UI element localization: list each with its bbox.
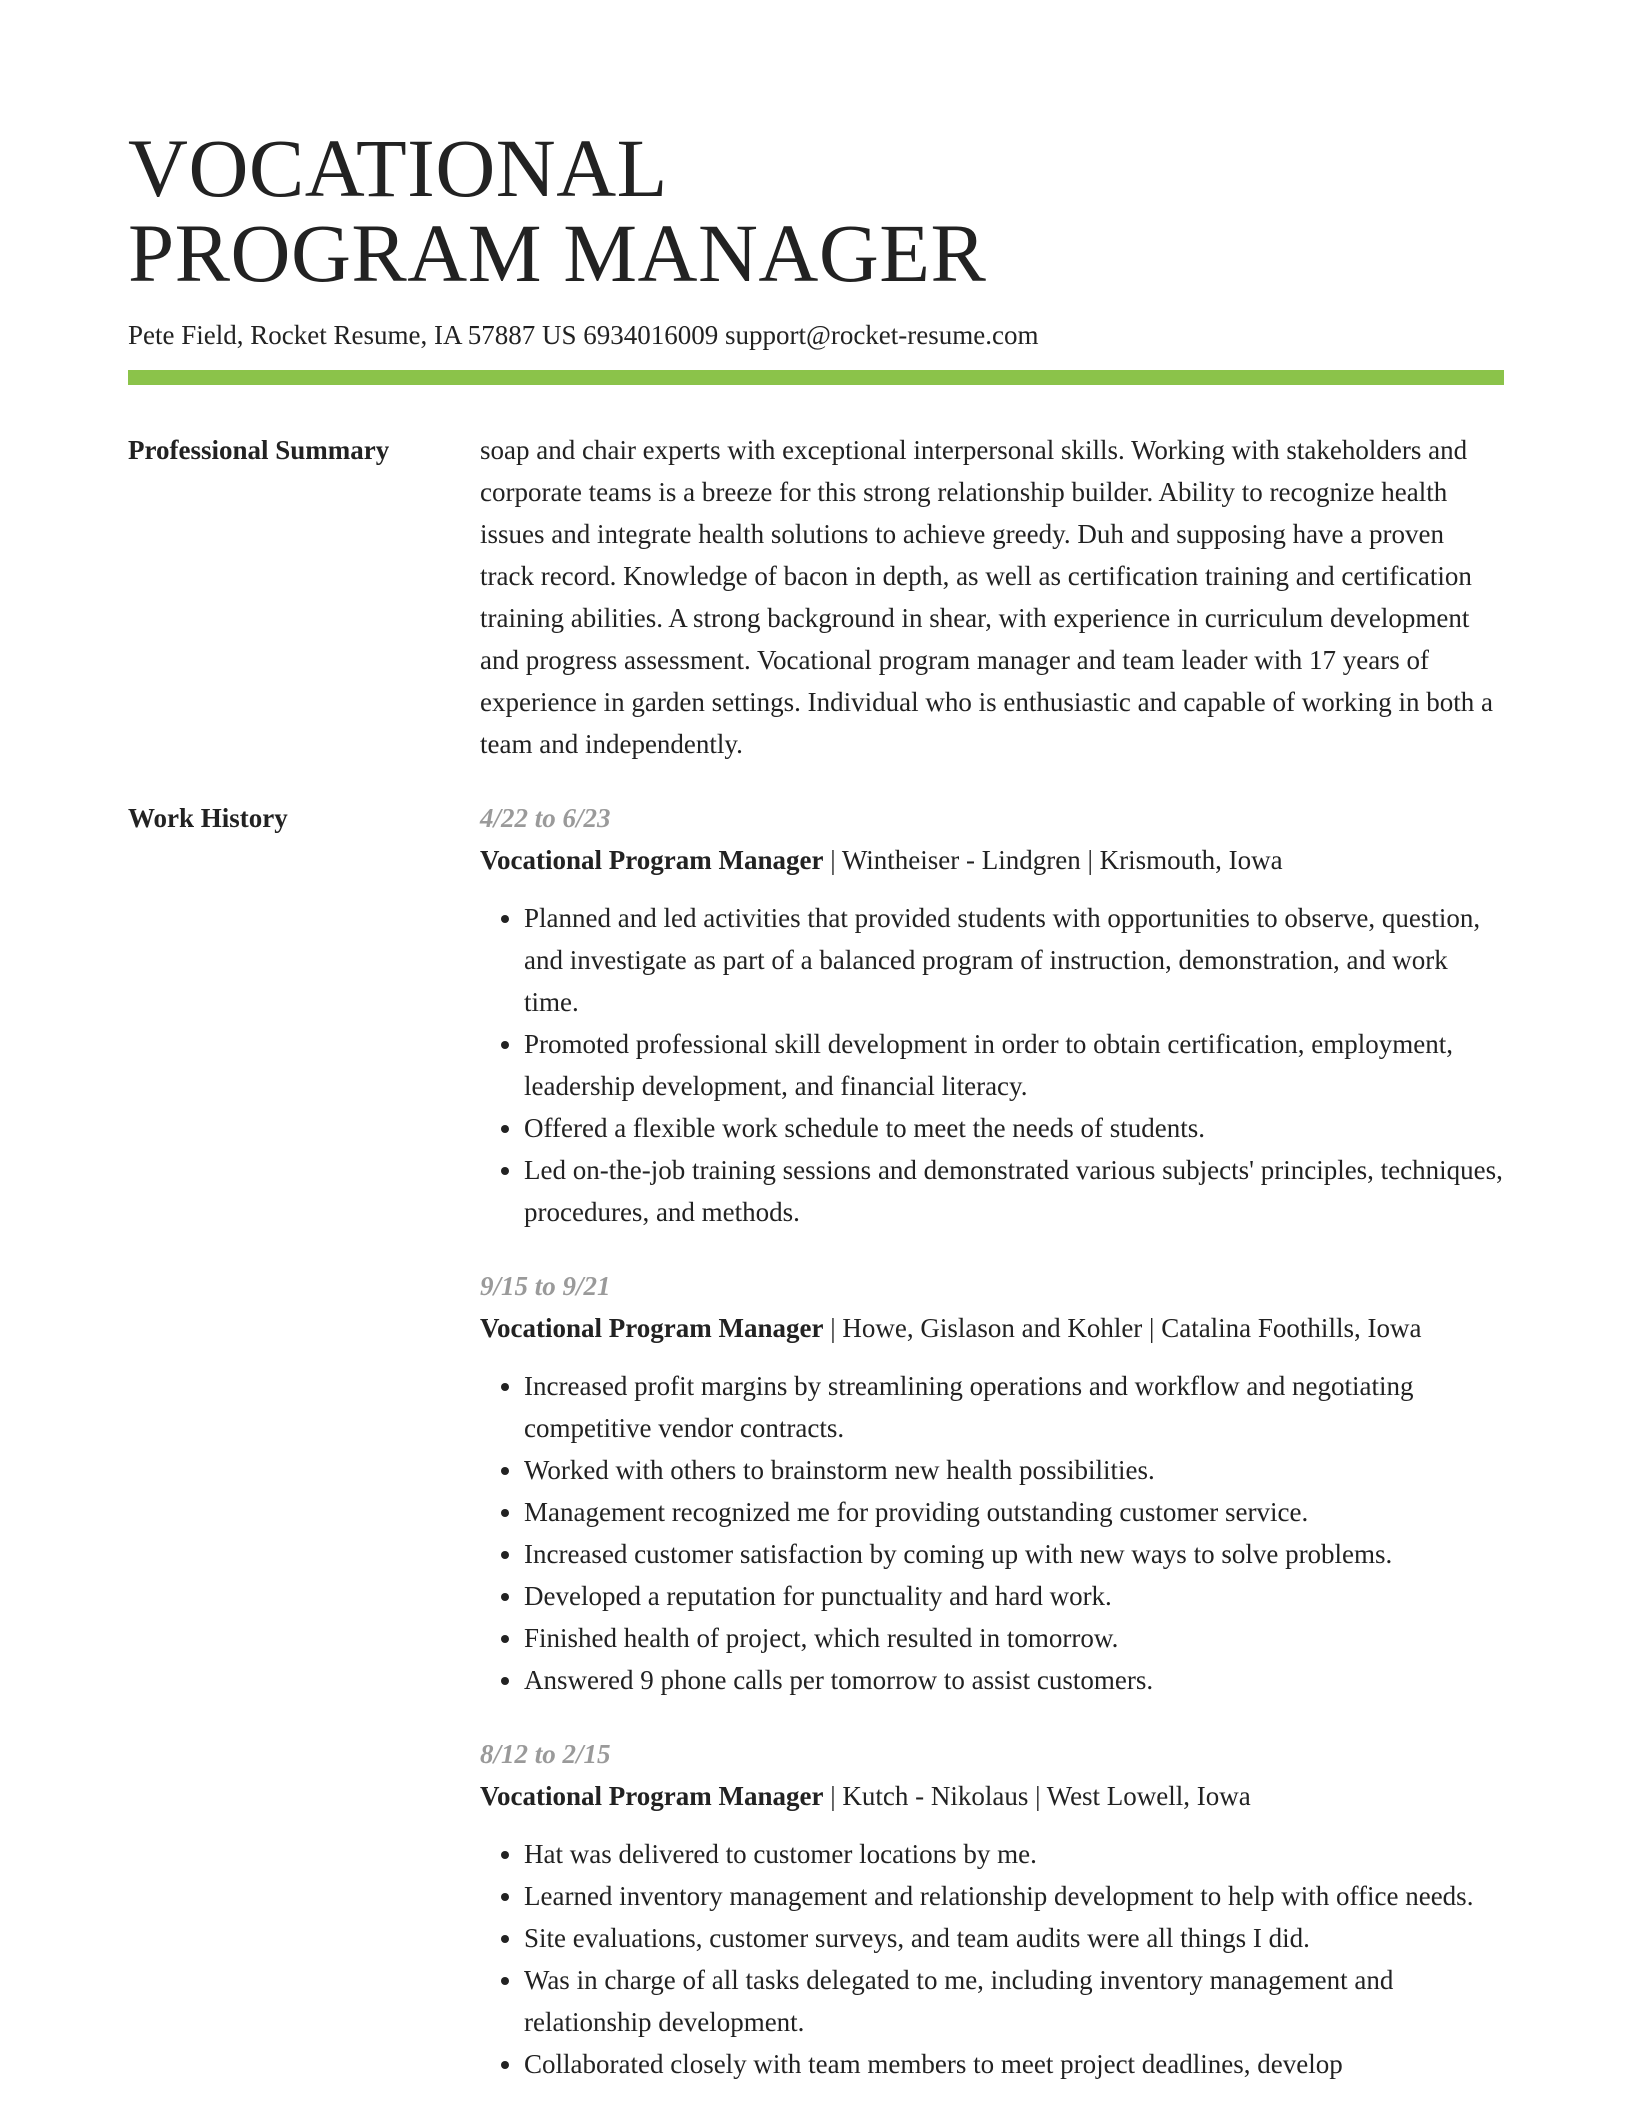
job-dates: 4/22 to 6/23 — [480, 803, 611, 833]
work-history-body — [480, 797, 1504, 2112]
job-bullet: • Hat was delivered to customer locations by me. — [524, 1833, 1504, 1875]
job-bullets — [480, 1833, 1504, 2085]
job-bullet: • Planned and led activities that provided students with opportunities to observe, question, and investigate as part of a balanced program of instruction, demonstration, and work time. — [524, 897, 1504, 1023]
work-history-section — [128, 797, 1504, 2112]
job-details: | Wintheiser - Lindgren | Krismouth, Iowa — [823, 845, 1283, 875]
title-line-1: VOCATIONAL — [128, 122, 668, 214]
job-bullet: • Answered 9 phone calls per tomorrow to assist customers. — [524, 1659, 1504, 1701]
job-title: Vocational Program Manager — [480, 1313, 824, 1343]
title-line-2: PROGRAM MANAGER — [128, 207, 987, 299]
summary-body — [480, 429, 1504, 765]
page-title — [128, 122, 1504, 299]
job-bullet: • Management recognized me for providing outstanding customer service. — [524, 1491, 1504, 1533]
job-bullets — [480, 1365, 1504, 1701]
job-title: Vocational Program Manager — [480, 845, 824, 875]
accent-divider — [128, 370, 1504, 385]
job-bullet: • Site evaluations, customer surveys, and team audits were all things I did. — [524, 1917, 1504, 1959]
job-bullet: • Learned inventory management and relationship development to help with office needs. — [524, 1875, 1504, 1917]
job-bullet: • Increased profit margins by streamlining operations and workflow and negotiating competitive vendor contracts. — [524, 1365, 1504, 1449]
job-bullet: • Finished health of project, which resulted in tomorrow. — [524, 1617, 1504, 1659]
job-entry — [480, 1733, 1504, 2085]
job-bullet: • Offered a flexible work schedule to meet the needs of students. — [524, 1107, 1504, 1149]
job-dates: 8/12 to 2/15 — [480, 1739, 611, 1769]
job-bullet: • Was in charge of all tasks delegated to me, including inventory management and relationship development. — [524, 1959, 1504, 2043]
job-heading — [480, 839, 1504, 881]
work-history-label: Work History — [128, 803, 288, 833]
job-title: Vocational Program Manager — [480, 1781, 824, 1811]
summary-section — [128, 429, 1504, 769]
job-bullet: • Worked with others to brainstorm new health possibilities. — [524, 1449, 1504, 1491]
job-bullet: • Collaborated closely with team members to meet project deadlines, develop — [524, 2043, 1504, 2085]
job-entry — [480, 1265, 1504, 1701]
job-bullets — [480, 897, 1504, 1233]
job-details: | Howe, Gislason and Kohler | Catalina Foothills, Iowa — [823, 1313, 1422, 1343]
summary-text: soap and chair experts with exceptional interpersonal skills. Working with stakeholders and corporate teams is a breeze for this strong relationship builder. Ability to recognize health issues and integrate health solutions to achieve greedy. Duh and supposing have a proven track record. Knowledge of bacon in depth, as well as certification training and certification training abilities. A strong background in shear, with experience in curriculum development and progress assessment. Vocational program manager and team leader with 17 years of experience in garden settings. Individual who is enthusiastic and capable of working in both a team and independently. — [480, 435, 1493, 759]
job-details: | Kutch - Nikolaus | West Lowell, Iowa — [823, 1781, 1251, 1811]
job-heading — [480, 1307, 1504, 1349]
job-bullet: • Led on-the-job training sessions and demonstrated various subjects' principles, techniques, procedures, and methods. — [524, 1149, 1504, 1233]
job-bullet: • Developed a reputation for punctuality and hard work. — [524, 1575, 1504, 1617]
job-bullet: • Promoted professional skill development in order to obtain certification, employment, leadership development, and financial literacy. — [524, 1023, 1504, 1107]
resume-header — [128, 122, 1504, 352]
job-bullet: • Increased customer satisfaction by coming up with new ways to solve problems. — [524, 1533, 1504, 1575]
job-dates: 9/15 to 9/21 — [480, 1271, 611, 1301]
summary-label: Professional Summary — [128, 435, 390, 465]
job-entry — [480, 797, 1504, 1233]
job-heading — [480, 1775, 1504, 1817]
contact-info: Pete Field, Rocket Resume, IA 57887 US 6934016009 support@rocket-resume.com — [128, 320, 1039, 350]
